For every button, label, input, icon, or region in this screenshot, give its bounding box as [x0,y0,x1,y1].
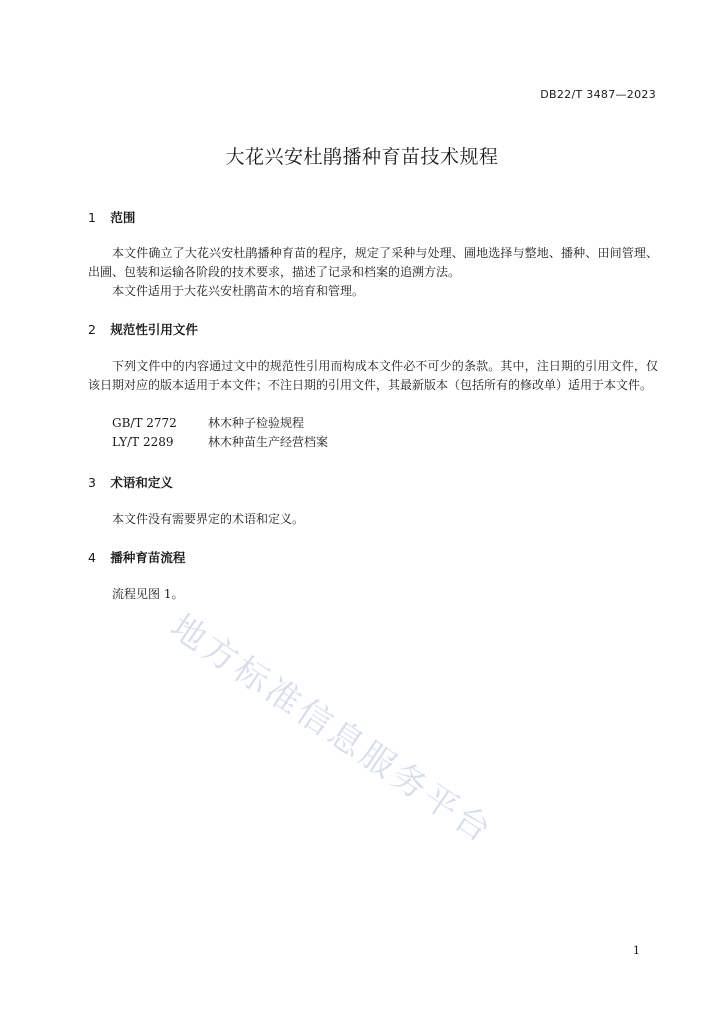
section-number: 2 [88,322,96,337]
section-1-paragraph-2: 本文件适用于大花兴安杜鹃苗木的培育和管理。 [112,284,365,298]
section-number: 1 [88,210,96,225]
section-number: 4 [88,550,96,565]
section-3-paragraph-1: 本文件没有需要界定的术语和定义。 [112,512,305,526]
section-4-heading [88,548,185,566]
reference-title: 林木种子检验规程 [208,416,305,430]
section-1-paragraph-1: 本文件确立了大花兴安杜鹃播种育苗的程序，规定了采种与处理、圃地选择与整地、播种、田间管理、出圃、包装和运输各阶段的技术要求，描述了记录和档案的追溯方法。 [88,246,658,279]
standard-code: DB22/T 3487—2023 [540,88,656,101]
reference-code: LY/T 2289 [112,435,174,449]
section-2-heading [88,320,198,338]
section-title: 播种育苗流程 [110,550,186,565]
page-number: 1 [633,944,640,957]
document-title: 大花兴安杜鹃播种育苗技术规程 [225,146,499,168]
section-2-paragraph-1: 下列文件中的内容通过文中的规范性引用而构成本文件必不可少的条款。其中，注日期的引用文件，仅该日期对应的版本适用于本文件；不注日期的引用文件，其最新版本（包括所有的修改单）适用于本文件。 [88,359,658,392]
reference-code: GB/T 2772 [112,416,177,430]
reference-item [112,414,304,433]
section-title: 规范性引用文件 [110,322,198,337]
watermark: 地方标准信息服务平台 [163,606,501,853]
section-3-heading [88,473,173,491]
reference-title: 林木种苗生产经营档案 [208,435,329,449]
section-title: 术语和定义 [110,475,173,490]
reference-item [112,433,328,452]
section-4-paragraph-1: 流程见图 1。 [112,587,184,601]
section-title: 范围 [110,210,136,225]
section-number: 3 [88,475,96,490]
section-1-heading [88,208,135,226]
